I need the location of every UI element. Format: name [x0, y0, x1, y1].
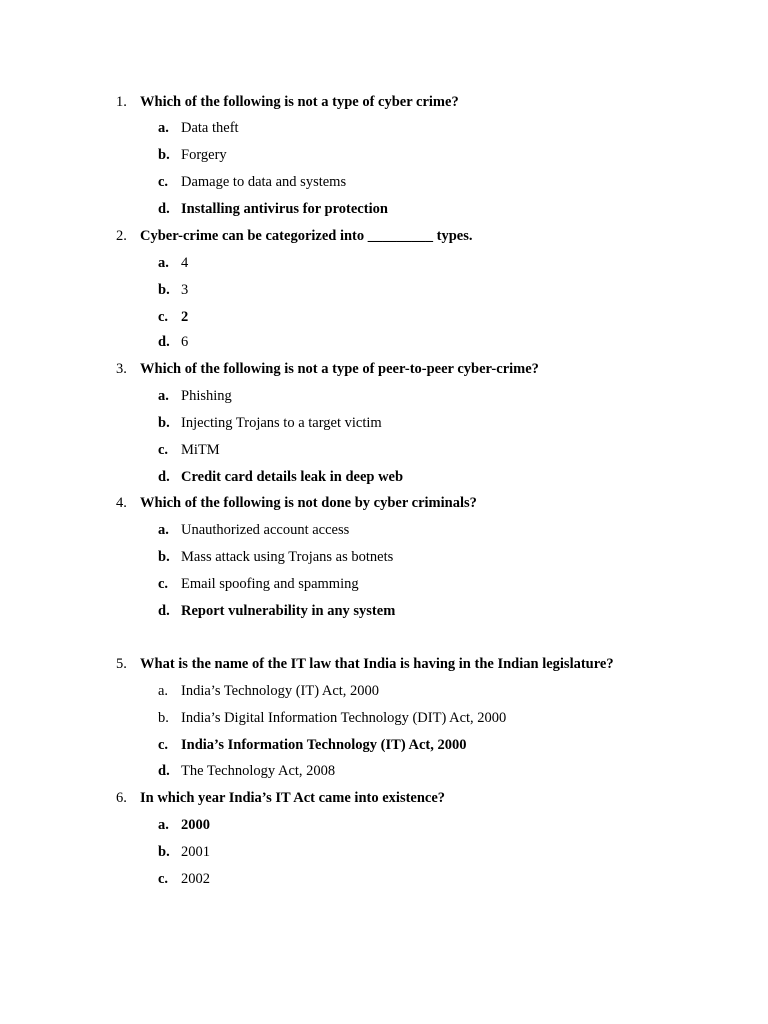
option-letter: a.: [158, 522, 169, 538]
option-letter: b.: [158, 549, 170, 565]
option-text: 3: [181, 282, 189, 298]
option-letter: b.: [158, 415, 170, 431]
option-text-correct: 2: [181, 309, 189, 325]
option-letter: d.: [158, 334, 170, 350]
option-letter: a.: [158, 255, 169, 271]
question-number: 3.: [116, 361, 127, 377]
option-text: Injecting Trojans to a target victim: [181, 415, 382, 431]
question-number: 6.: [116, 790, 127, 806]
option-text: India’s Digital Information Technology (DIT) Act, 2000: [181, 710, 507, 726]
question-text: Which of the following is not done by cyber criminals?: [140, 495, 477, 511]
option-text-correct: India’s Information Technology (IT) Act, 2000: [181, 737, 467, 753]
option-letter: c.: [158, 871, 169, 887]
question-text: Which of the following is not a type of cyber crime?: [140, 94, 459, 110]
option-letter: b.: [158, 710, 169, 726]
option-letter: d.: [158, 603, 170, 619]
option-letter: a.: [158, 683, 169, 699]
option-letter: c.: [158, 576, 169, 592]
option-text: Email spoofing and spamming: [181, 576, 359, 592]
option-letter: c.: [158, 737, 169, 753]
question-text: What is the name of the IT law that India is having in the Indian legislature?: [140, 656, 614, 672]
option-text: India’s Technology (IT) Act, 2000: [181, 683, 380, 699]
option-text-correct: 2000: [181, 817, 210, 833]
option-letter: a.: [158, 817, 169, 833]
option-text: The Technology Act, 2008: [181, 763, 336, 779]
question-text: Which of the following is not a type of peer-to-peer cyber-crime?: [140, 361, 539, 377]
option-text-correct: Installing antivirus for protection: [181, 201, 388, 217]
option-text: 2002: [181, 871, 210, 887]
question-number: 4.: [116, 495, 127, 511]
option-letter: c.: [158, 174, 169, 190]
option-letter: d.: [158, 201, 170, 217]
option-text: MiTM: [181, 442, 220, 458]
option-letter: b.: [158, 282, 170, 298]
question-number: 2.: [116, 228, 127, 244]
question-text: In which year India’s IT Act came into existence?: [140, 790, 446, 806]
option-letter: c.: [158, 442, 169, 458]
option-letter: b.: [158, 147, 170, 163]
option-text: Unauthorized account access: [181, 522, 350, 538]
option-text: Data theft: [181, 120, 239, 136]
option-letter: b.: [158, 844, 170, 860]
question-number: 5.: [116, 656, 127, 672]
option-letter: d.: [158, 469, 170, 485]
question-text: Cyber-crime can be categorized into _________ types.: [140, 228, 473, 244]
option-text: Damage to data and systems: [181, 174, 347, 190]
option-letter: d.: [158, 763, 170, 779]
option-text: Phishing: [181, 388, 232, 404]
question-number: 1.: [116, 94, 127, 110]
option-text: 4: [181, 255, 189, 271]
option-text: Mass attack using Trojans as botnets: [181, 549, 394, 565]
option-letter: a.: [158, 120, 169, 136]
option-text: 2001: [181, 844, 210, 860]
option-text-correct: Credit card details leak in deep web: [181, 469, 404, 485]
option-text-correct: Report vulnerability in any system: [181, 603, 396, 619]
option-text: 6: [181, 334, 189, 350]
option-text: Forgery: [181, 147, 227, 163]
option-letter: a.: [158, 388, 169, 404]
option-letter: c.: [158, 309, 169, 325]
